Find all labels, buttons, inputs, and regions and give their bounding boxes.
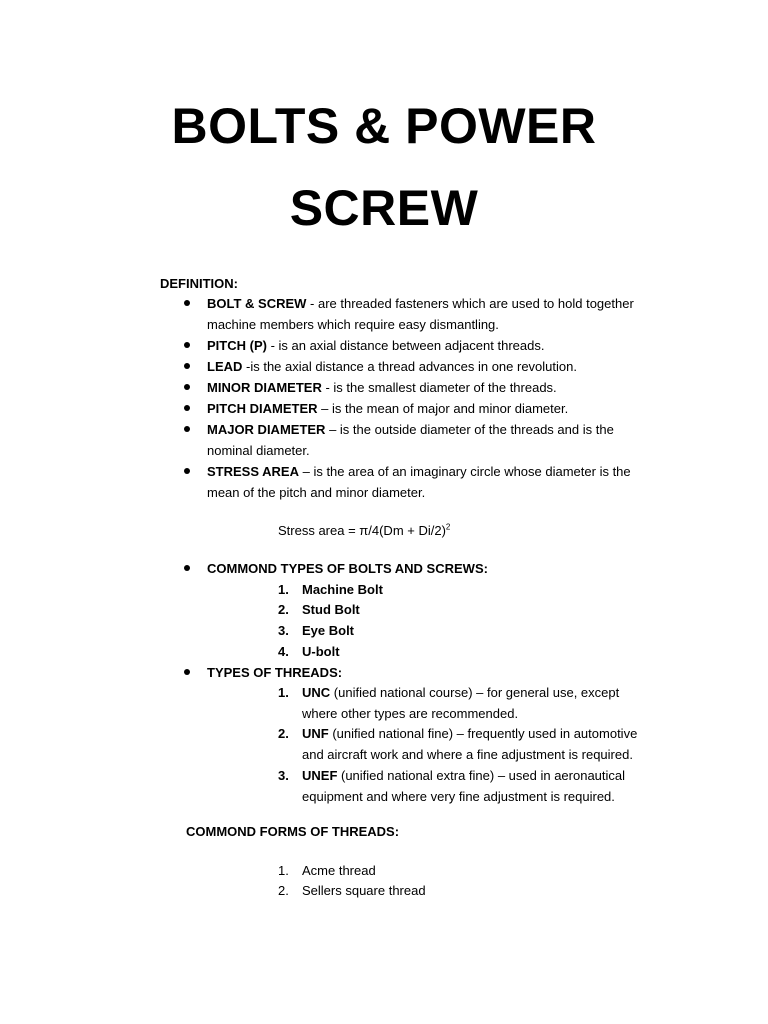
bullet-icon xyxy=(184,342,190,348)
definition-term: PITCH (P) xyxy=(207,338,267,353)
bullet-icon xyxy=(184,405,190,411)
definition-item xyxy=(207,398,568,419)
definition-item xyxy=(207,419,614,440)
definition-item xyxy=(207,356,577,377)
definition-term: BOLT & SCREW xyxy=(207,296,307,311)
definition-item xyxy=(207,293,634,314)
list-number: 1. xyxy=(278,685,289,700)
thread-text-continued: where other types are recommended. xyxy=(302,706,519,721)
bolt-type-item: Stud Bolt xyxy=(302,602,360,617)
thread-term: UNC xyxy=(302,685,331,700)
bullet-icon xyxy=(184,565,190,571)
bolt-types-heading: COMMOND TYPES OF BOLTS AND SCREWS: xyxy=(207,561,488,576)
definition-text: -is the axial distance a thread advances in one revolution. xyxy=(242,359,577,374)
definition-term: MINOR DIAMETER xyxy=(207,380,322,395)
definition-term: LEAD xyxy=(207,359,243,374)
bolt-type-item: Eye Bolt xyxy=(302,623,355,638)
thread-type-item xyxy=(302,682,619,703)
list-number: 3. xyxy=(278,623,289,638)
bullet-icon xyxy=(184,669,190,675)
page-title-line-1: BOLTS & POWER xyxy=(171,98,597,154)
thread-text-continued: equipment and where very fine adjustment is required. xyxy=(302,789,615,804)
bullet-icon xyxy=(184,300,190,306)
thread-text: (unified national course) – for general use, except xyxy=(330,685,620,700)
list-number: 1. xyxy=(278,582,289,597)
list-number: 2. xyxy=(278,883,289,898)
thread-text: (unified national fine) – frequently used in automotive xyxy=(328,726,638,741)
definition-term: MAJOR DIAMETER xyxy=(207,422,326,437)
bolt-type-item: Machine Bolt xyxy=(302,582,383,597)
thread-text: (unified national extra fine) – used in aeronautical xyxy=(337,768,626,783)
list-number: 2. xyxy=(278,602,289,617)
definition-item xyxy=(207,461,631,482)
list-number: 3. xyxy=(278,768,289,783)
definition-text: - is the smallest diameter of the threads. xyxy=(321,380,557,395)
definition-text: – is the mean of major and minor diameter. xyxy=(317,401,569,416)
thread-type-item xyxy=(302,765,625,786)
thread-form-item: Acme thread xyxy=(302,863,376,878)
list-number: 1. xyxy=(278,863,289,878)
formula-exponent: 2 xyxy=(445,522,451,532)
thread-term: UNEF xyxy=(302,768,338,783)
bullet-icon xyxy=(184,426,190,432)
definition-text-continued: mean of the pitch and minor diameter. xyxy=(207,485,426,500)
thread-type-item xyxy=(302,723,637,744)
definition-text: – is the area of an imaginary circle whose diameter is the xyxy=(298,464,631,479)
definition-item xyxy=(207,335,544,356)
definition-term: PITCH DIAMETER xyxy=(207,401,318,416)
bullet-icon xyxy=(184,384,190,390)
list-number: 4. xyxy=(278,644,289,659)
definition-term: STRESS AREA xyxy=(207,464,299,479)
thread-form-item: Sellers square thread xyxy=(302,883,426,898)
definition-heading: DEFINITION: xyxy=(160,276,238,291)
thread-text-continued: and aircraft work and where a fine adjustment is required. xyxy=(302,747,633,762)
definition-text: – is the outside diameter of the threads and is the xyxy=(325,422,614,437)
page-title-line-2: SCREW xyxy=(289,180,479,236)
definition-text-continued: machine members which require easy dismantling. xyxy=(207,317,499,332)
definition-text-continued: nominal diameter. xyxy=(207,443,310,458)
bullet-icon xyxy=(184,468,190,474)
thread-forms-heading: COMMOND FORMS OF THREADS: xyxy=(186,824,400,839)
definition-text: - is an axial distance between adjacent threads. xyxy=(266,338,545,353)
stress-area-formula xyxy=(278,520,450,541)
definition-text: - are threaded fasteners which are used to hold together xyxy=(306,296,634,311)
list-number: 2. xyxy=(278,726,289,741)
bullet-icon xyxy=(184,363,190,369)
bolt-type-item: U-bolt xyxy=(302,644,340,659)
thread-types-heading: TYPES OF THREADS: xyxy=(207,665,343,680)
formula-text: Stress area = π/4(Dm + Di/2) xyxy=(278,523,446,538)
thread-term: UNF xyxy=(302,726,329,741)
definition-item xyxy=(207,377,557,398)
